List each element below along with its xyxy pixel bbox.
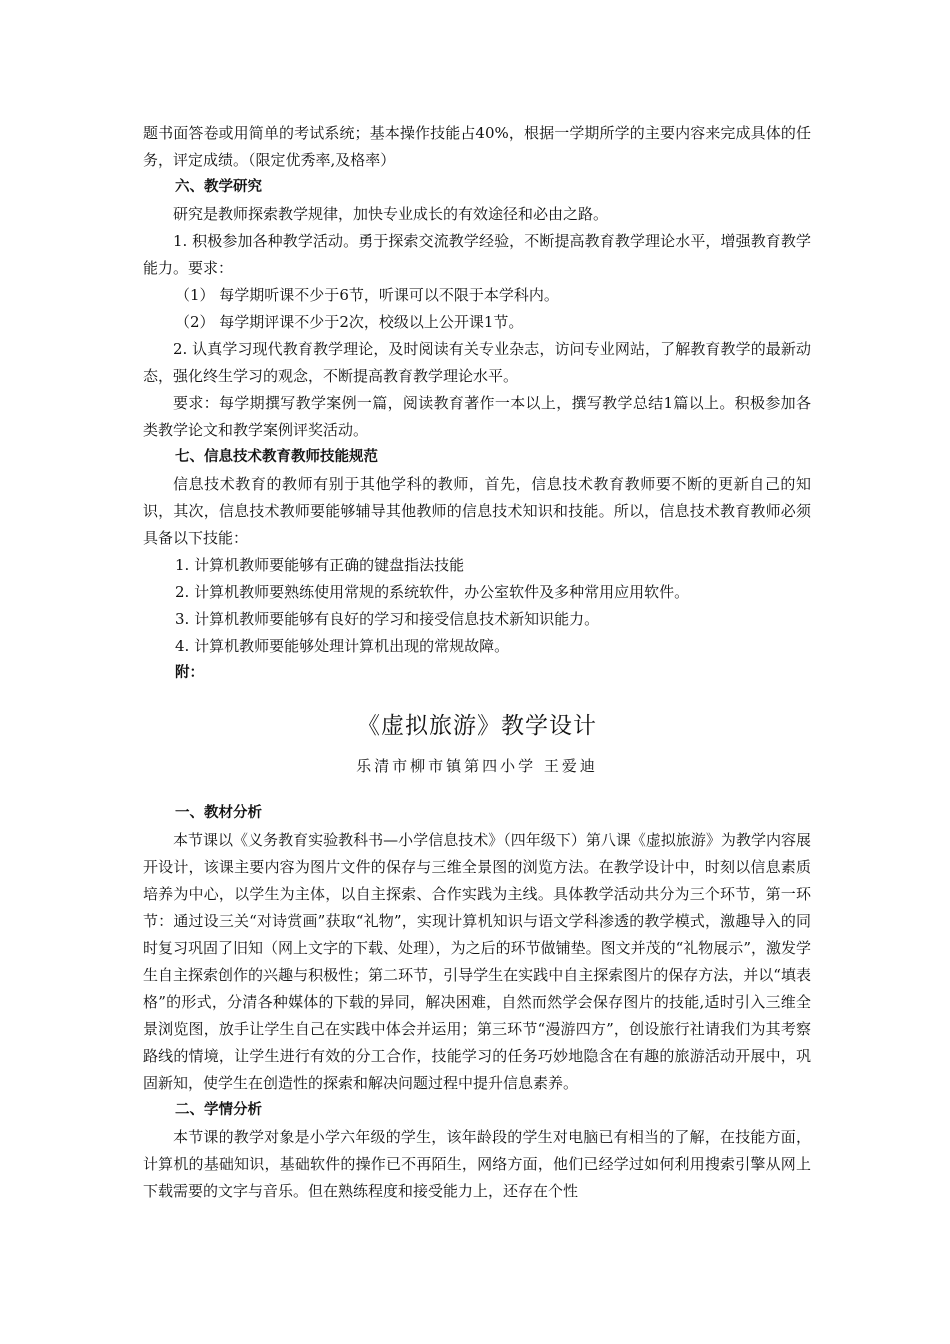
section-heading-student-analysis: 二、学情分析	[175, 1102, 262, 1118]
research-intro: 研究是教师探索教学规律，加快专业成长的有效途径和必由之路。	[173, 205, 609, 223]
appendix-label: 附：	[175, 665, 204, 681]
skill-item: 4. 计算机教师要能够处理计算机出现的常规故障。	[175, 637, 510, 655]
continued-paragraph: 题书面答卷或用简单的考试系统；基本操作技能占40%，根据一学期所学的主要内容来完成具体的任务，评定成绩。（限定优秀率,及格率）	[143, 124, 811, 169]
section-heading-material-analysis: 一、教材分析	[175, 805, 262, 821]
skill-item: 1. 计算机教师要能够有正确的键盘指法技能	[175, 556, 465, 574]
document-content	[143, 120, 811, 1205]
research-item-2: 2. 认真学习现代教育教学理论，及时阅读有关专业杂志，访问专业网站，了解教育教学的最新动态，强化终生学习的观念，不断提高教育教学理论水平。	[143, 340, 811, 385]
skill-item: 3. 计算机教师要能够有良好的学习和接受信息技术新知识能力。	[175, 610, 600, 628]
material-analysis-body: 本节课以《义务教育实验教科书—小学信息技术》（四年级下）第八课《虚拟旅游》为教学内容展开设计，该课主要内容为图片文件的保存与三维全景图的浏览方法。在教学设计中，时刻以信息素质培养为中心，以学生为主体，以自主探索、合作实践为主线。具体教学活动共分为三个环节，第一环节：通过设三关“对诗赏画”获取“礼物”，实现计算机知识与语文学科渗透的教学模式，激趣导入的同时复习巩固了旧知（网上文字的下载、处理），为之后的环节做铺垫。图文并茂的“礼物展示”，激发学生自主探索创作的兴趣与积极性；第二环节，引导学生在实践中自主探索图片的保存方法，并以“填表格”的形式，分清各种媒体的下载的异同，解决困难，自然而然学会保存图片的技能,适时引入三维全景浏览图，放手让学生自己在实践中体会并运用；第三环节“漫游四方”，创设旅行社请我们为其考察路线的情境，让学生进行有效的分工合作，技能学习的任务巧妙地隐含在有趣的旅游活动开展中，巩固新知，使学生在创造性的探索和解决问题过程中提升信息素养。	[143, 831, 811, 1092]
appendix-title: 《虚拟旅游》教学设计	[357, 713, 597, 739]
research-item-1: 1. 积极参加各种教学活动。勇于探索交流教学经验，不断提高教育教学理论水平，增强教育教学能力。要求：	[143, 232, 811, 277]
section-heading-research: 六、教学研究	[175, 179, 262, 195]
section-heading-skills: 七、信息技术教育教师技能规范	[175, 449, 378, 465]
skills-intro: 信息技术教育的教师有别于其他学科的教师，首先，信息技术教育教师要不断的更新自己的知识，其次，信息技术教师要能够辅导其他教师的信息技术知识和技能。所以，信息技术教育教师必须具备以下技能：	[143, 475, 811, 547]
research-requirement-2: （2） 每学期评课不少于2次，校级以上公开课1节。	[175, 313, 524, 331]
research-requirement-1: （1） 每学期听课不少于6节，听课可以不限于本学科内。	[175, 286, 559, 304]
appendix-author: 乐清市柳市镇第四小学 王爱迪	[356, 757, 598, 775]
research-requirement-summary: 要求：每学期撰写教学案例一篇，阅读教育著作一本以上，撰写教学总结1篇以上。积极参加各类教学论文和教学案例评奖活动。	[143, 394, 811, 439]
skill-item: 2. 计算机教师要熟练使用常规的系统软件，办公室软件及多种常用应用软件。	[175, 583, 690, 601]
student-analysis-body: 本节课的教学对象是小学六年级的学生，该年龄段的学生对电脑已有相当的了解，在技能方面，计算机的基础知识，基础软件的操作已不再陌生，网络方面，他们已经学过如何利用搜索引擎从网上下载需要的文字与音乐。但在熟练程度和接受能力上，还存在个性	[143, 1128, 811, 1200]
